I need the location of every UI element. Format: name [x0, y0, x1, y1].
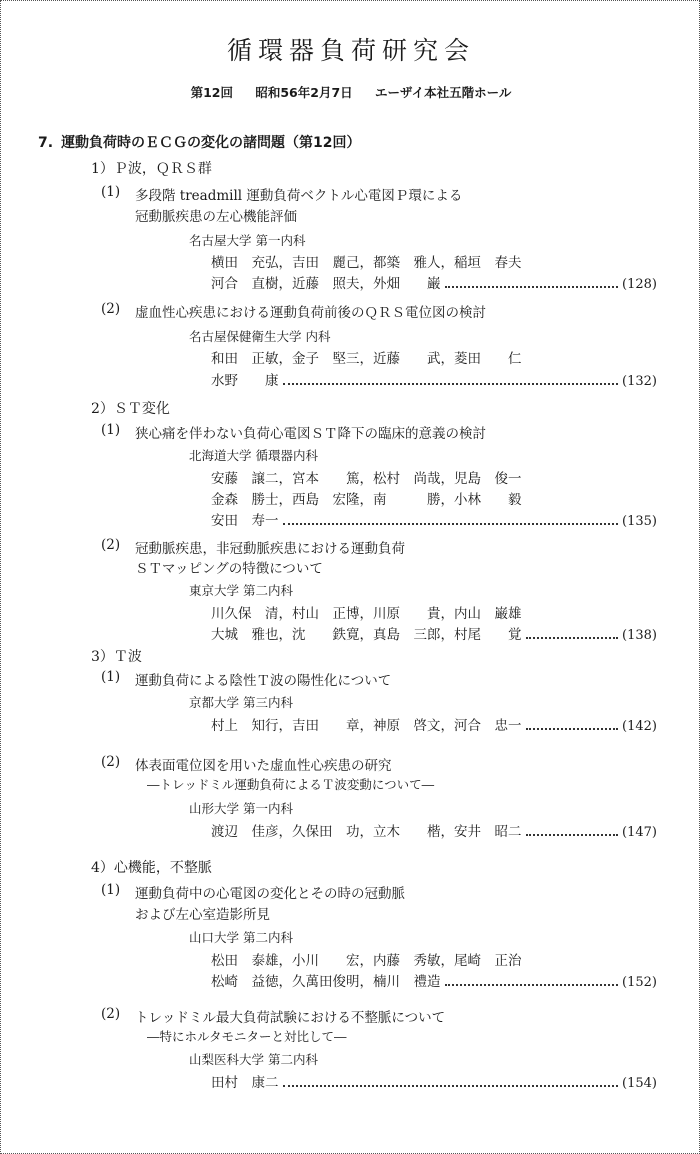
- paper-title: 運動負荷中の心電図の変化とその時の冠動脈: [135, 886, 405, 902]
- paper-title: 冠動脈疾患の左心機能評価: [135, 209, 297, 225]
- toc-entry: [211, 970, 657, 990]
- dot-leader: [283, 1085, 619, 1087]
- paper-subtitle: ―トレッドミル運動負荷によるＴ波変動について―: [147, 777, 435, 792]
- institution: 北海道大学 循環器内科: [189, 448, 318, 463]
- author-line: 河合 直樹，近藤 照夫，外畑 巌: [211, 276, 441, 292]
- author-line: 川久保 清，村山 正博，川原 貴，内山 巌雄: [211, 606, 522, 622]
- paper-title: 虚血性心疾患における運動負荷前後のＱＲＳ電位図の検討: [135, 305, 486, 321]
- paper-title: トレッドミル最大負荷試験における不整脈について: [135, 1010, 446, 1026]
- paper-title: 多段階 treadmill 運動負荷ベクトル心電図Ｐ環による: [135, 188, 463, 204]
- author-line: 大城 雅也，沈 鉄寛，真島 三郎，村尾 覚: [211, 627, 522, 643]
- author-line: 水野 康: [211, 373, 279, 389]
- author-line: 安田 寿一: [211, 513, 279, 529]
- paper-number: (1): [101, 882, 121, 898]
- paper-title: 狭心痛を伴わない負荷心電図ＳＴ降下の臨床的意義の検討: [135, 426, 486, 442]
- category-heading: 1）Ｐ波，ＱＲＳ群: [91, 161, 212, 177]
- toc-entry: [211, 820, 657, 840]
- page-title: 循環器負荷研究会: [226, 36, 475, 65]
- dot-leader: [283, 383, 619, 385]
- paper-subtitle: ―特にホルタモニターと対比して―: [147, 1029, 347, 1044]
- page-number: (147): [622, 825, 657, 840]
- author-line: 和田 正敏，金子 堅三，近藤 武，菱田 仁: [211, 351, 522, 367]
- category-heading: 3）Ｔ波: [91, 649, 142, 665]
- page-number: (132): [622, 374, 657, 389]
- institution: 名古屋大学 第一内科: [189, 233, 306, 248]
- paper-number: (2): [101, 537, 121, 553]
- toc-entry: [211, 272, 657, 292]
- paper-number: (2): [101, 1006, 121, 1022]
- paper-title: 運動負荷による陰性Ｔ波の陽性化について: [135, 673, 392, 689]
- page-number: (152): [622, 975, 657, 990]
- author-line: 安藤 譲二，宮本 篤，松村 尚哉，児島 俊一: [211, 471, 522, 487]
- paper-number: (2): [101, 754, 121, 770]
- category-heading: 4）心機能，不整脈: [91, 860, 212, 876]
- dot-leader: [283, 523, 619, 525]
- institution: 山梨医科大学 第二内科: [189, 1052, 318, 1067]
- paper-title: 冠動脈疾患，非冠動脈疾患における運動負荷: [135, 541, 405, 557]
- institution: 山口大学 第二内科: [189, 930, 293, 945]
- toc-entry: [211, 623, 657, 643]
- paper-number: (2): [101, 301, 121, 317]
- section-number: 7.: [38, 135, 54, 151]
- section-title: 運動負荷時のＥＣＧの変化の諸問題（第12回）: [61, 135, 361, 151]
- institution: 東京大学 第二内科: [189, 583, 293, 598]
- author-line: 松田 泰雄，小川 宏，内藤 秀敏，尾崎 正治: [211, 953, 522, 969]
- dot-leader: [526, 834, 619, 836]
- author-line: 横田 充弘，吉田 麗己，都築 雅人，稲垣 春夫: [211, 255, 522, 271]
- page-number: (138): [622, 628, 657, 643]
- page-number: (142): [622, 719, 657, 734]
- paper-title: および左心室造影所見: [135, 907, 270, 923]
- paper-title: 体表面電位図を用いた虚血性心疾患の研究: [135, 758, 392, 774]
- page-number: (128): [622, 277, 657, 292]
- paper-number: (1): [101, 184, 121, 200]
- section-heading: [38, 132, 361, 152]
- page-number: (154): [622, 1076, 657, 1091]
- toc-entry: [211, 369, 657, 389]
- paper-number: (1): [101, 669, 121, 685]
- meeting-venue: エーザイ本社五階ホール: [375, 85, 512, 100]
- institution: 名古屋保健衛生大学 内科: [189, 329, 331, 344]
- dot-leader: [526, 637, 619, 639]
- category-heading: 2）ＳＴ変化: [91, 401, 170, 417]
- author-line: 松崎 益徳，久萬田俊明，楠川 禮造: [211, 974, 441, 990]
- author-line: 渡辺 佳彦，久保田 功，立木 楷，安井 昭二: [211, 824, 522, 840]
- dot-leader: [445, 286, 619, 288]
- paper-number: (1): [101, 422, 121, 438]
- author-line: 田村 康二: [211, 1075, 279, 1091]
- meeting-date: 昭和56年2月7日: [255, 85, 353, 100]
- page-number: (135): [622, 514, 657, 529]
- paper-title: ＳＴマッピングの特徴について: [135, 561, 323, 577]
- dot-leader: [445, 984, 619, 986]
- author-line: 金森 勝士，西島 宏隆，南 勝，小林 毅: [211, 492, 522, 508]
- toc-entry: [211, 714, 657, 734]
- meeting-info: [1, 83, 700, 101]
- meeting-number: 第12回: [190, 85, 233, 100]
- toc-entry: [211, 1071, 657, 1091]
- toc-entry: [211, 509, 657, 529]
- institution: 京都大学 第三内科: [189, 695, 293, 710]
- dot-leader: [526, 728, 619, 730]
- institution: 山形大学 第一内科: [189, 801, 293, 816]
- author-line: 村上 知行，吉田 章，神原 啓文，河合 忠一: [211, 718, 522, 734]
